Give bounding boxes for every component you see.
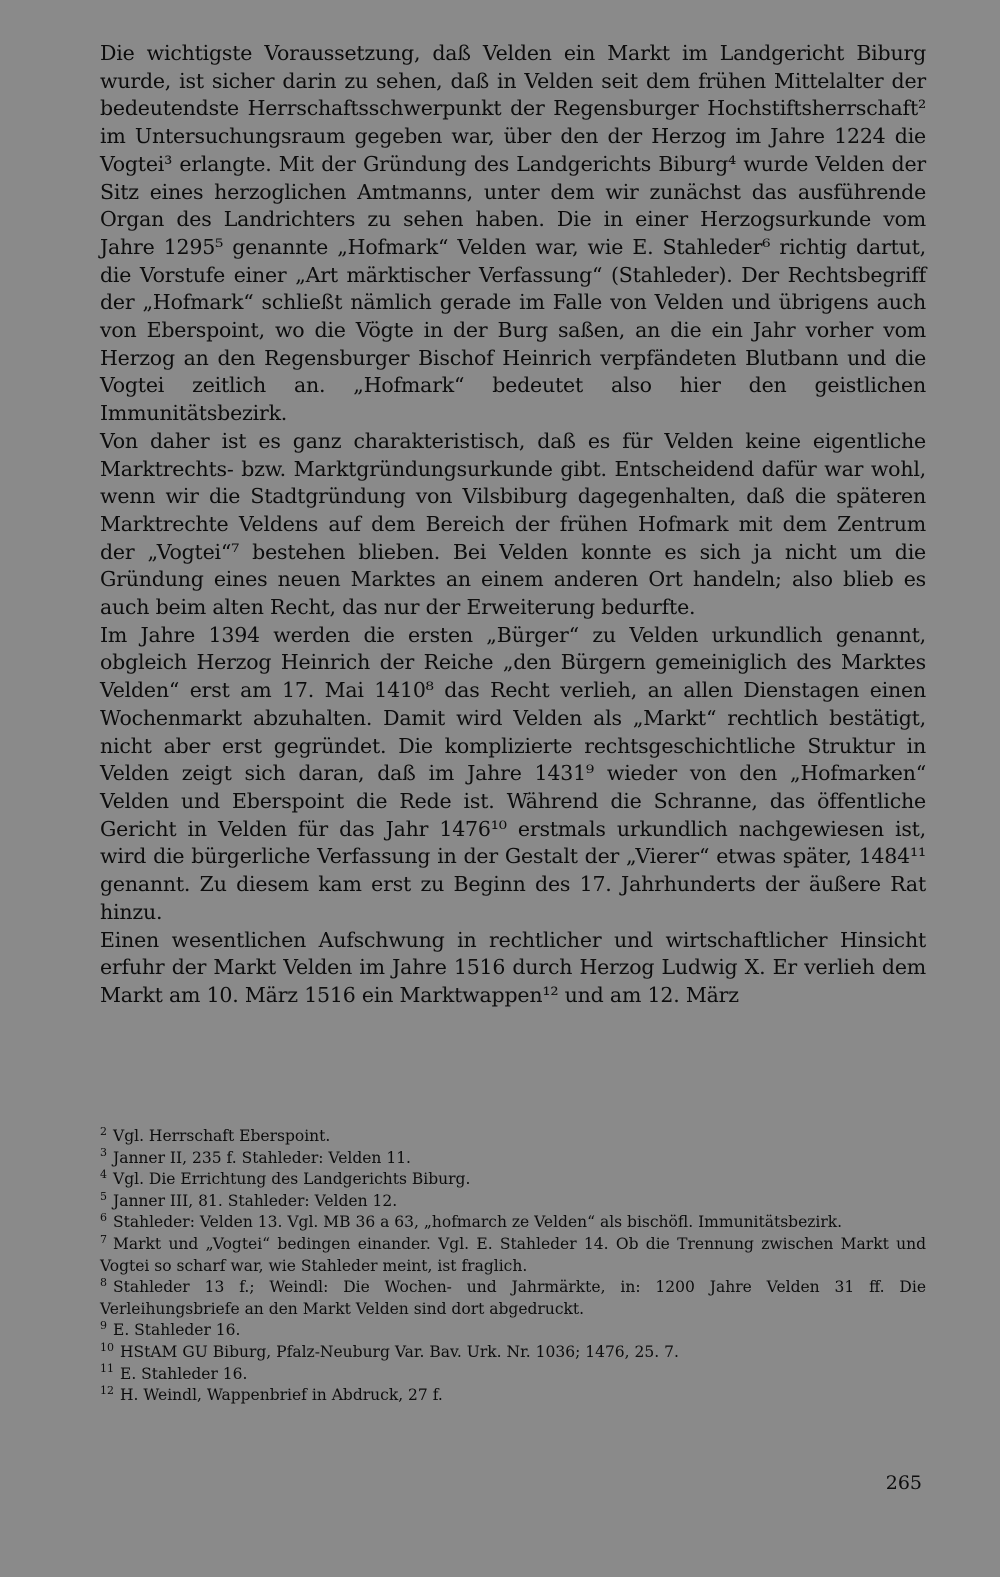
footnote-mark: 8 [100,1276,107,1289]
footnote-text: E. Stahleder 16. [120,1364,248,1383]
footnote-mark: 9 [100,1319,107,1333]
paragraph-4: Einen wesentlichen Aufschwung in rechtlicher und wirtschaftlicher Hinsicht erfuhr der Markt Velden im Jahre 1516 durch Herzog Ludwig X. Er verlieh dem Markt am 10. März 1516 ein Marktwappen¹² und am 12. März [100,927,926,1007]
footnote-text: Markt und „Vogtei“ bedingen einander. Vgl. E. Stahleder 14. Ob die Trennung zwischen Markt und Vogtei so scharf war, wie Stahleder meint, ist fraglich. [100,1234,926,1275]
footnote-text: Stahleder 13 f.; Weindl: Die Wochen- und Jahrmärkte, in: 1200 Jahre Velden 31 ff. Die Verleihungsbriefe an den Markt Velden sind dort abgedruckt. [100,1278,926,1318]
footnote [100,1385,926,1407]
footnote-text: Vgl. Herrschaft Eberspoint. [113,1127,331,1145]
footnote [100,1234,926,1277]
footnotes [100,1126,926,1407]
footnote [100,1277,926,1320]
footnote [100,1148,926,1170]
footnote-mark: 7 [100,1232,107,1246]
footnote [100,1212,926,1234]
paragraph-2: Von daher ist es ganz charakteristisch, daß es für Velden keine eigentliche Marktrechts- bzw. Marktgründungsurkunde gibt. Entscheidend dafür war wohl, wenn wir die Stadtgründung von Vilsbiburg dagegenhalten, daß die späteren Marktrechte Veldens auf dem Bereich der frühen Hofmark mit dem Zentrum der „Vogtei“⁷ bestehen blieben. Bei Velden konnte es sich ja nicht um die Gründung eines neuen Marktes an einem anderen Ort handeln; also blieb es auch beim alten Recht, das nur der Erweiterung bedurfte. [100,428,926,620]
footnote-text: H. Weindl, Wappenbrief in Abdruck, 27 f. [120,1386,443,1405]
paragraph-1: Die wichtigste Voraussetzung, daß Velden ein Markt im Landgericht Biburg wurde, ist sicher darin zu sehen, daß in Velden seit dem frühen Mittelalter der bedeutendste Herrschaftsschwerpunkt der Regensburger Hochstiftsherrschaft² im Untersuchungsraum gegeben war, über den der Herzog im Jahre 1224 die Vogtei³ erlangte. Mit der Gründung des Landgerichts Biburg⁴ wurde Velden der Sitz eines herzoglichen Amtmanns, unter dem wir zunächst das ausführende Organ des Landrichters zu sehen haben. Die in einer Herzogsurkunde vom Jahre 1295⁵ genannte „Hofmark“ Velden war, wie E. Stahleder⁶ richtig dartut, die Vorstufe einer „Art märktischer Verfassung“ (Stahleder). Der Rechtsbegriff der „Hofmark“ schließt nämlich gerade im Falle von Velden und übrigens auch von Eberspoint, wo die Vögte in der Burg saßen, an die ein Jahr vorher vom Herzog an den Regensburger Bischof Heinrich verpfändeten Blutbann und die Vogtei zeitlich an. „Hofmark“ bedeutet also hier den geistlichen Immunitätsbezirk. [100,41,926,426]
footnote-text: HStAM GU Biburg, Pfalz-Neuburg Var. Bav. Urk. Nr. 1036; 1476, 25. 7. [120,1342,679,1361]
footnote-mark: 5 [100,1189,107,1203]
footnote-text: Vgl. Die Errichtung des Landgerichts Biburg. [113,1170,471,1189]
footnote-text: Janner II, 235 f. Stahleder: Velden 11. [113,1148,411,1167]
footnote-text: Stahleder: Velden 13. Vgl. MB 36 a 63, „hofmarch ze Velden“ als bischöfl. Immunitätsbezirk. [113,1213,843,1232]
footnote [100,1320,926,1342]
footnote-text: E. Stahleder 16. [113,1321,241,1340]
footnote [100,1342,926,1364]
footnote [100,1169,926,1191]
footnote-text: Janner III, 81. Stahleder: Velden 12. [113,1191,398,1210]
footnote-mark: 12 [100,1383,114,1397]
footnote [100,1191,926,1213]
footnote [100,1364,926,1386]
main-text [100,40,926,1010]
paragraph-3: Im Jahre 1394 werden die ersten „Bürger“ zu Velden urkundlich genannt, obgleich Herzog Heinrich der Reiche „den Bürgern gemeiniglich des Marktes Velden“ erst am 17. Mai 1410⁸ das Recht verlieh, an allen Dienstagen einen Wochenmarkt abzuhalten. Damit wird Velden als „Markt“ rechtlich bestätigt, nicht aber erst gegründet. Die komplizierte rechtsgeschichtliche Struktur in Velden zeigt sich daran, daß im Jahre 1431⁹ wieder von den „Hofmarken“ Velden und Eberspoint die Rede ist. Während die Schranne, das öffentliche Gericht in Velden für das Jahr 1476¹⁰ erstmals urkundlich nachgewiesen ist, wird die bürgerliche Verfassung in der Gestalt der „Vierer“ etwas später, 1484¹¹ genannt. Zu diesem kam erst zu Beginn des 17. Jahrhunderts der äußere Rat hinzu. [100,622,926,924]
footnote-mark: 3 [100,1146,107,1160]
page-number: 265 [885,1472,922,1494]
footnote-mark: 2 [100,1124,107,1138]
footnote-mark: 11 [100,1362,114,1376]
footnote-mark: 4 [100,1168,107,1182]
footnote [100,1126,926,1148]
footnote-mark: 10 [100,1340,114,1354]
footnote-mark: 6 [100,1211,107,1225]
